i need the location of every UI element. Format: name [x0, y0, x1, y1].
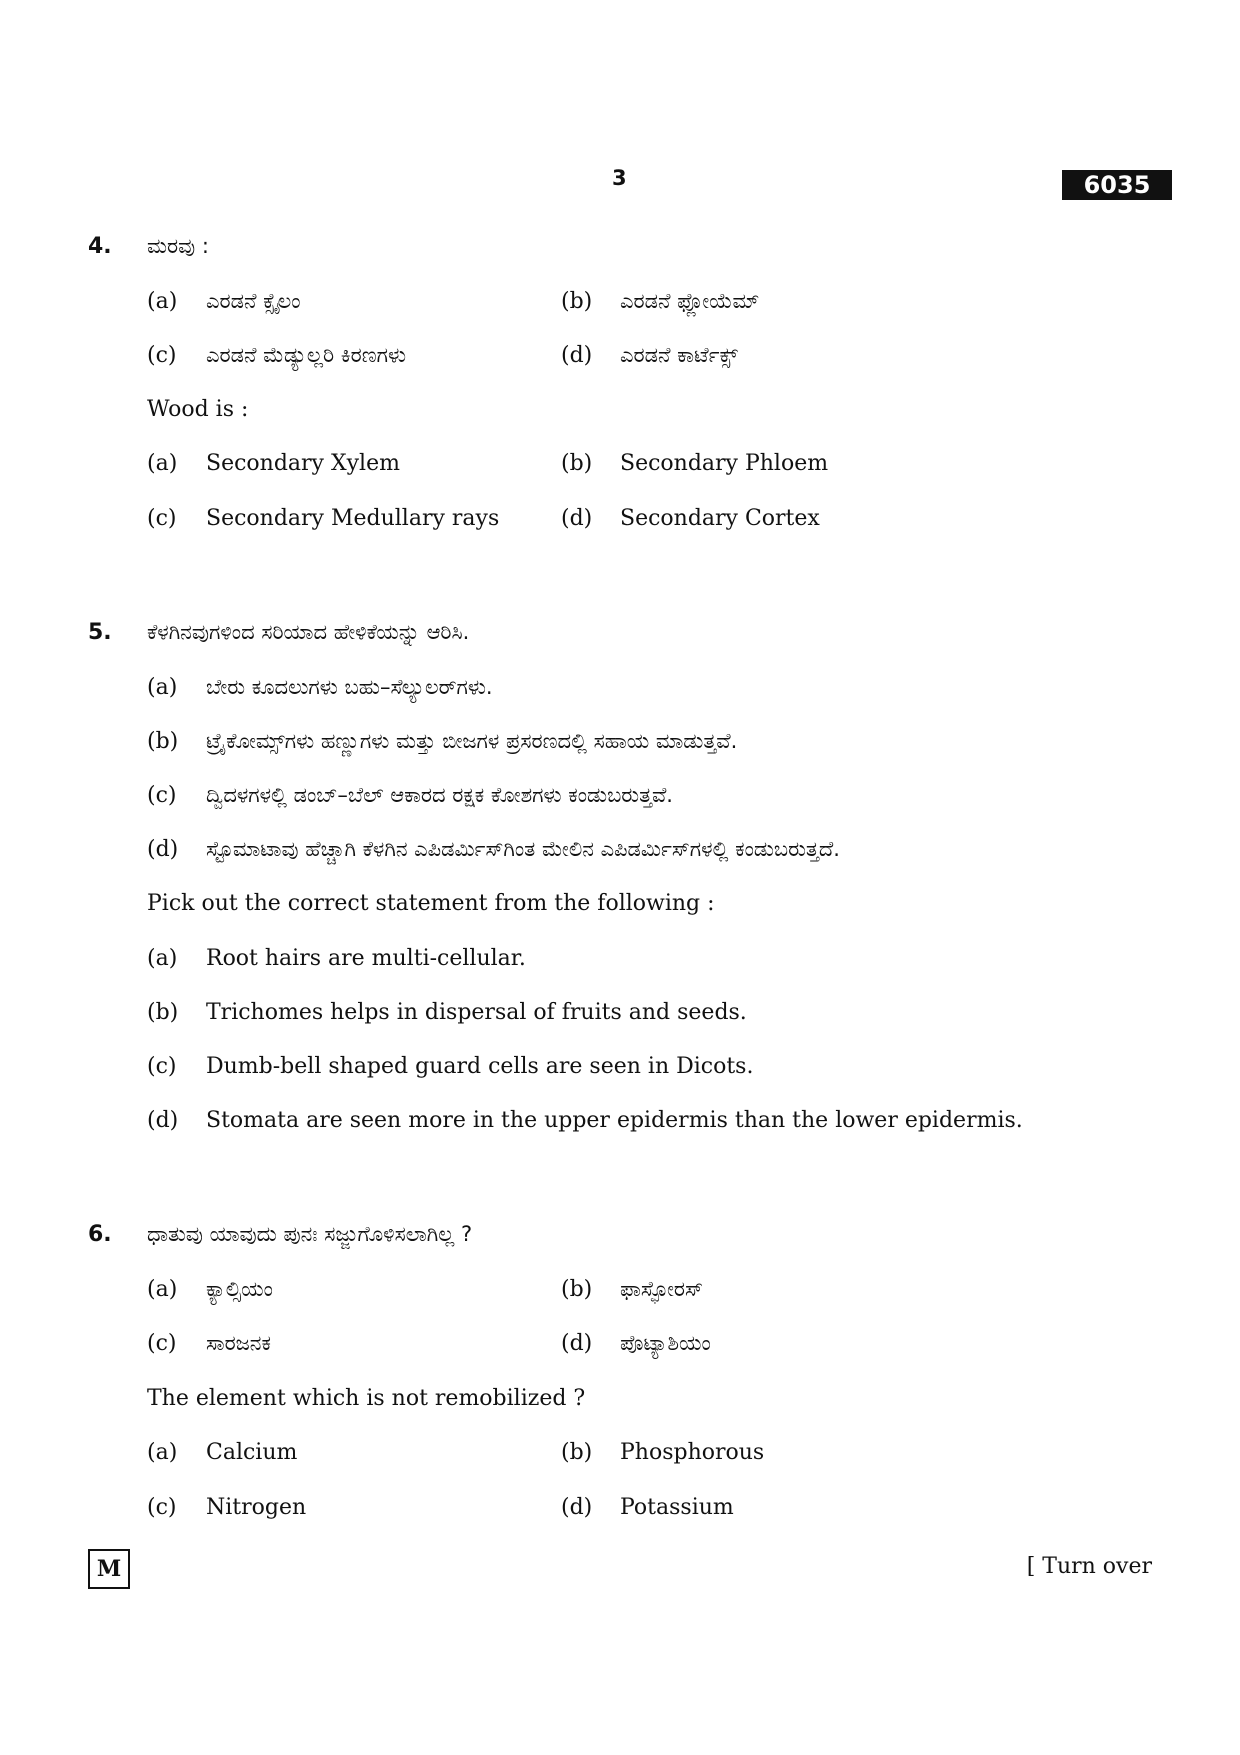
paper-code-badge: 6035 [1062, 170, 1172, 200]
option-label: (c) [147, 1054, 177, 1079]
option-text-kannada: ಕ್ಯಾಲ್ಸಿಯಂ [206, 1277, 273, 1301]
option-label: (a) [147, 675, 178, 700]
option-text-english: Dumb-bell shaped guard cells are seen in Dicots. [206, 1054, 754, 1079]
question-number: 6. [88, 1222, 112, 1247]
option-text-kannada: ಸ್ಟೊಮಾಟಾವು ಹೆಚ್ಚಾಗಿ ಕೆಳಗಿನ ಎಪಿಡರ್ಮಿಸ್‌ಗಿಂತ ಮೇಲಿನ ಎಪಿಡರ್ಮಿಸ್‌ಗಳಲ್ಲಿ ಕಂಡುಬರುತ್ತದೆ. [206, 837, 840, 861]
option-label: (b) [561, 451, 593, 476]
option-label: (c) [147, 343, 177, 368]
option-text-english: Secondary Cortex [620, 506, 820, 531]
option-text-kannada: ದ್ವಿದಳಗಳಲ್ಲಿ ಡಂಬ್–ಬೆಲ್ ಆಕಾರದ ರಕ್ಷಕ ಕೋಶಗಳು ಕಂಡುಬರುತ್ತವೆ. [206, 783, 673, 807]
option-text-kannada: ಸಾರಜನಕ [206, 1331, 271, 1355]
option-label: (d) [147, 1108, 179, 1133]
option-label: (b) [561, 289, 593, 314]
question-number: 5. [88, 620, 112, 645]
option-label: (d) [561, 1495, 593, 1520]
question-stem-english: Wood is : [147, 397, 249, 422]
option-text-kannada: ಫಾಸ್ಫೋರಸ್ [620, 1277, 703, 1301]
question-stem-kannada: ಕೆಳಗಿನವುಗಳಿಂದ ಸರಿಯಾದ ಹೇಳಿಕೆಯನ್ನು ಆರಿಸಿ. [147, 620, 470, 644]
question-stem-kannada: ಧಾತುವು ಯಾವುದು ಪುನಃ ಸಜ್ಜುಗೊಳಿಸಲಾಗಿಲ್ಲ ? [147, 1222, 473, 1246]
option-label: (d) [147, 837, 179, 862]
option-label: (a) [147, 289, 178, 314]
option-text-kannada: ಎರಡನೆ ಫ್ಲೋಯೆಮ್ [620, 289, 760, 313]
option-label: (b) [147, 1000, 179, 1025]
option-label: (b) [561, 1440, 593, 1465]
option-label: (d) [561, 506, 593, 531]
option-label: (d) [561, 343, 593, 368]
option-text-english: Trichomes helps in dispersal of fruits and seeds. [206, 1000, 747, 1025]
option-text-english: Nitrogen [206, 1495, 307, 1520]
option-label: (a) [147, 1440, 178, 1465]
option-text-english: Potassium [620, 1495, 734, 1520]
option-label: (c) [147, 1495, 177, 1520]
option-label: (c) [147, 1331, 177, 1356]
option-text-kannada: ಎರಡನೆ ಮೆಡ್ಯುಲ್ಲರಿ ಕಿರಣಗಳು [206, 343, 407, 367]
page-number: 3 [612, 166, 627, 190]
option-text-english: Calcium [206, 1440, 298, 1465]
option-text-english: Stomata are seen more in the upper epidermis than the lower epidermis. [206, 1108, 1023, 1133]
option-text-kannada: ಎರಡನೆ ಕಾರ್ಟೆಕ್ಸ್ [620, 343, 738, 367]
option-label: (a) [147, 946, 178, 971]
option-text-english: Secondary Medullary rays [206, 506, 500, 531]
option-label: (c) [147, 506, 177, 531]
option-label: (c) [147, 783, 177, 808]
option-label: (b) [147, 729, 179, 754]
option-text-english: Secondary Xylem [206, 451, 400, 476]
option-text-english: Root hairs are multi-cellular. [206, 946, 526, 971]
option-text-english: Secondary Phloem [620, 451, 829, 476]
option-text-kannada: ಟ್ರೈಕೋಮ್ಸ್‌ಗಳು ಹಣ್ಣುಗಳು ಮತ್ತು ಬೀಜಗಳ ಪ್ರಸರಣದಲ್ಲಿ ಸಹಾಯ ಮಾಡುತ್ತವೆ. [206, 729, 738, 753]
option-label: (a) [147, 1277, 178, 1302]
question-stem-kannada: ಮರವು : [147, 234, 209, 258]
option-label: (a) [147, 451, 178, 476]
option-text-kannada: ಬೇರು ಕೂದಲುಗಳು ಬಹು–ಸೆಲ್ಯುಲರ್‌ಗಳು. [206, 675, 493, 699]
series-mark-box: M [88, 1549, 130, 1589]
option-text-kannada: ಎರಡನೆ ಕ್ಸೈಲಂ [206, 289, 301, 313]
question-stem-english: Pick out the correct statement from the following : [147, 891, 715, 916]
option-label: (d) [561, 1331, 593, 1356]
question-stem-english: The element which is not remobilized ? [147, 1386, 586, 1411]
option-label: (b) [561, 1277, 593, 1302]
question-number: 4. [88, 234, 112, 259]
option-text-kannada: ಪೊಟ್ಯಾಶಿಯಂ [620, 1331, 711, 1355]
turn-over-note: [ Turn over [1026, 1554, 1152, 1579]
option-text-english: Phosphorous [620, 1440, 765, 1465]
